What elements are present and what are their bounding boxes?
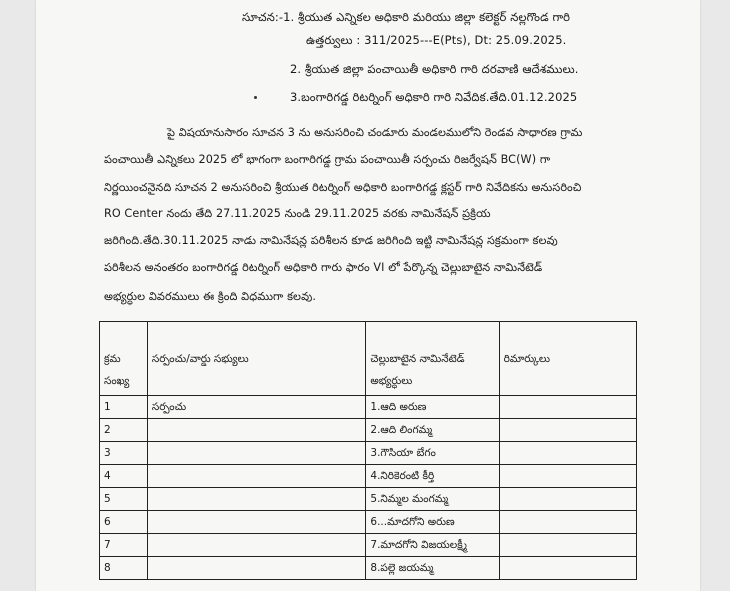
header-serial-line-2: సంఖ్య: [104, 375, 130, 387]
reference-1-order: ఉత్తర్వులు : 311/2025---E(Pts), Dt: 25.09.2025.: [306, 33, 567, 47]
cell-candidate: 7.మాదగోని విజయలక్ష్మీ: [366, 534, 499, 557]
cell-remarks: [499, 534, 636, 557]
cell-serial: 5: [100, 488, 148, 511]
paragraph-line-1: పై విషయానుసారం సూచన 3 ను అనుసరించి చండూరు మండలములోని రెండవ సాధారణ గ్రామ: [167, 126, 583, 139]
cell-serial: 6: [100, 511, 148, 534]
table-row: [100, 396, 637, 419]
cell-remarks: [499, 396, 636, 419]
cell-candidate: 6...మాదగోని అరుణ: [366, 511, 499, 534]
cell-serial: 4: [100, 465, 148, 488]
cell-post: [147, 442, 366, 465]
table-row: [100, 511, 637, 534]
reference-3: 3.బంగారిగడ్డ రిటర్నింగ్ అధికారి గారి నివేదిక.తేది.01.12.2025: [290, 90, 578, 104]
cell-post: [147, 534, 366, 557]
header-serial-line-1: క్రమ: [104, 353, 121, 365]
cell-post: [147, 557, 366, 580]
header-candidates-line-2: అభ్యర్ధులు: [370, 375, 413, 387]
paragraph-line-2: పంచాయితీ ఎన్నికలు 2025 లో భాగంగా బంగారిగడ్డ గ్రామ పంచాయితీ సర్పంచు రిజర్వేషన్ BC(W) గా: [104, 153, 551, 166]
cell-post: [147, 465, 366, 488]
cell-serial: 3: [100, 442, 148, 465]
reference-1: సూచన:-1. శ్రీయుత ఎన్నికల అధికారి మరియు జిల్లా కలెక్టర్ నల్లగొండ గారి: [242, 10, 571, 24]
cell-serial: 1: [100, 396, 148, 419]
cell-remarks: [499, 419, 636, 442]
cell-candidate: 3.గౌసియా బేగం: [366, 442, 499, 465]
cell-post: [147, 419, 366, 442]
header-post: సర్పంచు/వార్డు సభ్యులు: [147, 322, 366, 396]
cell-candidate: 2.ఆది లింగమ్మ: [366, 419, 499, 442]
paragraph-line-3: నిర్ణయించనైనది సూచన 2 అనుసరించి శ్రీయుత రిటర్నింగ్ అధికారి బంగారిగడ్డ క్లస్టర్ గారి నివేదికను అనుసరించి: [104, 181, 582, 194]
cell-serial: 7: [100, 534, 148, 557]
header-candidates: [366, 322, 499, 396]
table-row: [100, 488, 637, 511]
cell-post: సర్పంచు: [147, 396, 366, 419]
document-page: [36, 0, 700, 591]
header-serial-number: [100, 322, 148, 396]
paragraph-line-4: RO Center నందు తేది 27.11.2025 నుండి 29.11.2025 వరకు నామినేషన్ ప్రక్రియ: [104, 207, 491, 220]
cell-remarks: [499, 488, 636, 511]
cell-candidate: 5.నిమ్మల మంగమ్మ: [366, 488, 499, 511]
table-row: [100, 534, 637, 557]
nominations-table: [99, 321, 637, 580]
cell-serial: 8: [100, 557, 148, 580]
speck-mark: [254, 96, 257, 99]
header-candidates-line-1: చెల్లుబాటైన నామినేటెడ్: [370, 353, 465, 365]
cell-remarks: [499, 511, 636, 534]
cell-post: [147, 488, 366, 511]
table-header-row: [100, 322, 637, 396]
cell-candidate: 1.ఆది అరుణ: [366, 396, 499, 419]
header-remarks: రిమార్కులు: [499, 322, 636, 396]
cell-serial: 2: [100, 419, 148, 442]
table-row: [100, 419, 637, 442]
paragraph-line-5: జరిగింది.తేది.30.11.2025 నాడు నామినేషన్ల పరిశీలన కూడ జరిగింది ఇట్టి నామినేషన్ల సక్రమంగా కలవు: [104, 234, 558, 247]
cell-post: [147, 511, 366, 534]
cell-remarks: [499, 557, 636, 580]
cell-remarks: [499, 442, 636, 465]
table-row: [100, 557, 637, 580]
cell-candidate: 4.నిరికెరంటి కీర్తి: [366, 465, 499, 488]
table-row: [100, 465, 637, 488]
cell-candidate: 8.పల్లె జయమ్మ: [366, 557, 499, 580]
table-row: [100, 442, 637, 465]
paragraph-line-7: అభ్యర్ధుల వివరములు ఈ క్రింది విధముగా కలవు.: [104, 290, 317, 303]
paragraph-line-6: పరిశీలన అనంతరం బంగారిగడ్డ రిటర్నింగ్ అధికారి గారు ఫారం VI లో పేర్కొన్న చెల్లుబాటైన నామినేటెడ్: [104, 261, 543, 274]
cell-remarks: [499, 465, 636, 488]
reference-2: 2. శ్రీయుత జిల్లా పంచాయితీ అధికారి గారి దరవాణి ఆదేశములు.: [290, 62, 579, 76]
